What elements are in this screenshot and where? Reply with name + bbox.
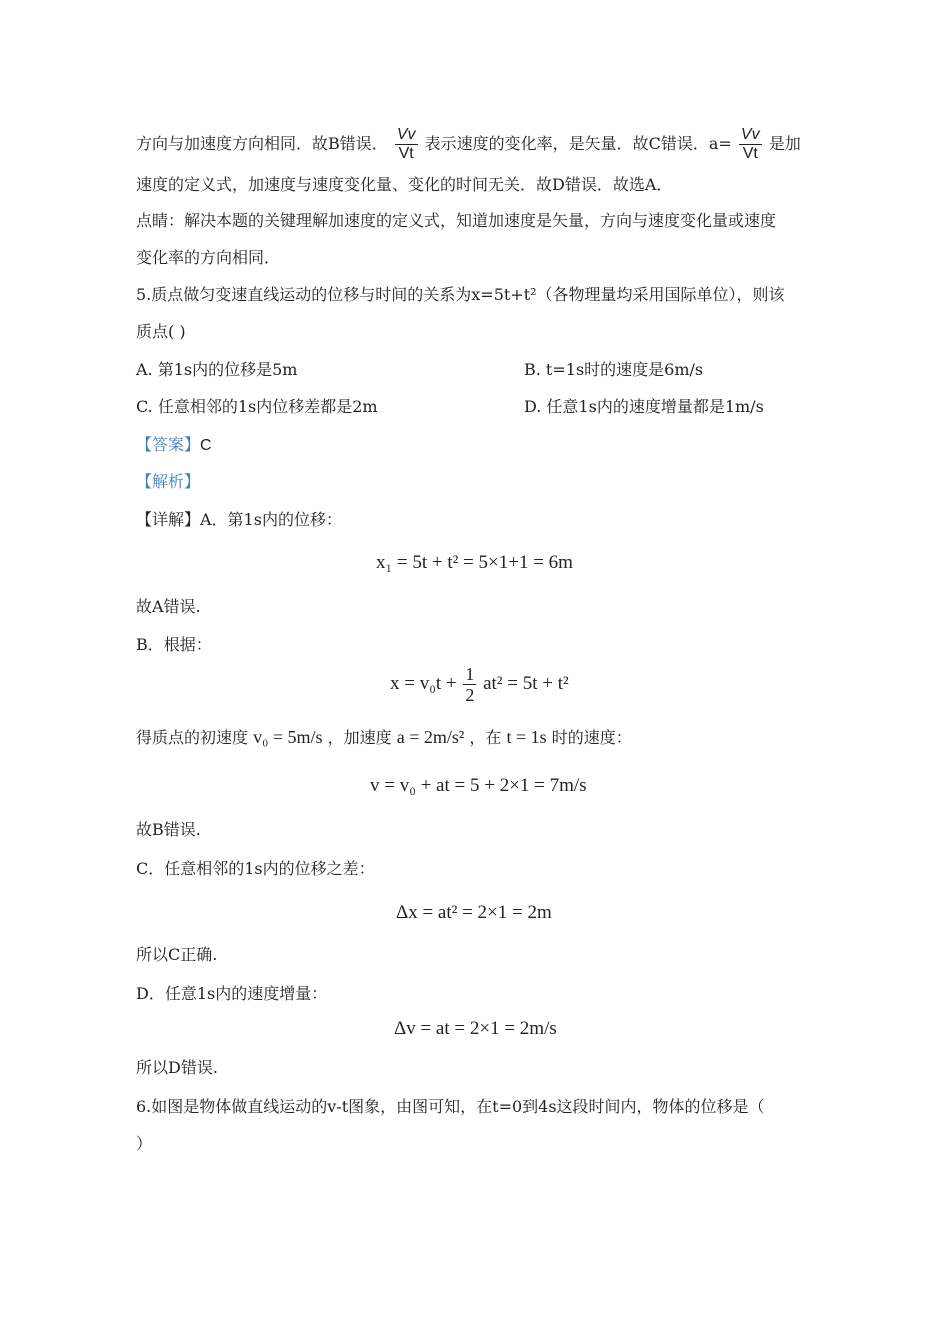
fraction-numerator: Vv [740, 126, 760, 143]
intro-line-4: 变化率的方向相同． [136, 248, 281, 267]
b-text-1: 得质点的初速度 [136, 728, 249, 747]
q5-stem-line-2: 质点( ) [136, 322, 186, 341]
equation-2 [390, 664, 569, 705]
b-acceleration: a = 2m/s² [396, 727, 465, 747]
analysis-tag: 【解析】 [136, 472, 201, 491]
equation-2-left: x = v₀t + [390, 672, 457, 694]
fraction-acceleration-definition [739, 126, 762, 163]
intro-text-1a: 方向与加速度方向相同．故B错误． [136, 134, 388, 153]
b-intro: B．根据： [136, 635, 212, 654]
q5-option-a: A. 第1s内的位移是5m [136, 360, 298, 379]
d-conclusion: 所以D错误. [136, 1058, 218, 1077]
b-conclusion: 故B错误. [136, 820, 201, 839]
detail-a-intro: 【详解】A．第1s内的位移： [136, 510, 342, 529]
equation-3: v = v₀ + at = 5 + 2×1 = 7m/s [370, 775, 587, 796]
fraction-denominator: 2 [465, 685, 475, 705]
b-text-4: 时的速度： [551, 728, 632, 747]
b-derivation-line [136, 726, 632, 749]
intro-line-1 [136, 126, 801, 163]
fraction-denominator: Vt [398, 145, 414, 162]
equation-2-right: at² = 5t + t² [483, 672, 569, 694]
b-time: t = 1s [506, 727, 547, 747]
b-initial-velocity: v₀ = 5m/s [253, 727, 323, 747]
q5-option-c: C. 任意相邻的1s内位移差都是2m [136, 397, 378, 416]
q6-stem-line-2: ） [136, 1134, 153, 1153]
c-intro: C．任意相邻的1s内的位移之差： [136, 859, 375, 878]
intro-text-1b: 表示速度的变化率，是矢量．故C错误．a= [424, 134, 732, 153]
d-intro: D．任意1s内的速度增量： [136, 984, 328, 1003]
answer-tag: 【答案】 [136, 435, 201, 454]
fraction-numerator: Vv [396, 126, 416, 143]
equation-4: Δx = at² = 2×1 = 2m [396, 902, 552, 923]
q6-stem-line-1: 6.如图是物体做直线运动的v-t图象，由图可知，在t=0到4s这段时间内，物体的位移是（ [136, 1097, 765, 1116]
q5-option-d: D. 任意1s内的速度增量都是1m/s [524, 397, 764, 416]
fraction-numerator: 1 [465, 664, 475, 684]
b-text-2: ，加速度 [327, 728, 392, 747]
q5-stem-line-1: 5.质点做匀变速直线运动的位移与时间的关系为x=5t+t²（各物理量均采用国际单位），则该 [136, 285, 785, 304]
q5-option-b: B. t=1s时的速度是6m/s [524, 360, 704, 379]
a-conclusion: 故A错误. [136, 597, 201, 616]
equation-1: x₁ = 5t + t² = 5×1+1 = 6m [376, 552, 573, 573]
intro-text-1c: 是加 [768, 134, 801, 153]
fraction-delta-v-over-delta-t [395, 126, 418, 163]
q5-answer [136, 434, 212, 457]
intro-line-3: 点睛：解决本题的关键理解加速度的定义式，知道加速度是矢量，方向与速度变化量或速度 [136, 211, 777, 230]
b-text-3: ，在 [469, 728, 502, 747]
intro-line-2: 速度的定义式，加速度与速度变化量、变化的时间无关．故D错误．故选A． [136, 175, 673, 194]
equation-5: Δv = at = 2×1 = 2m/s [394, 1018, 557, 1039]
half-fraction [463, 664, 476, 705]
c-conclusion: 所以C正确. [136, 945, 218, 964]
fraction-denominator: Vt [742, 145, 758, 162]
answer-value: C [200, 437, 212, 454]
